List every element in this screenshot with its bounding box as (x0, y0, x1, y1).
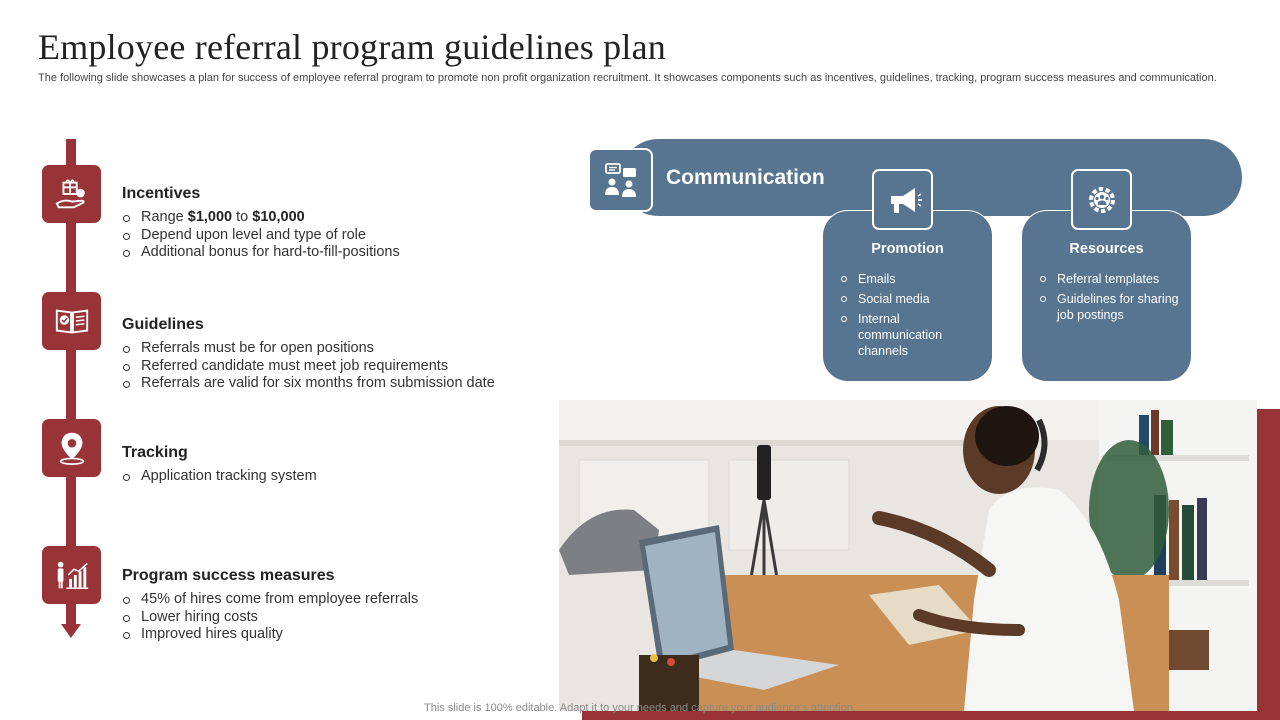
list-item: 45% of hires come from employee referrals (122, 591, 542, 609)
open-book-check-icon (53, 302, 91, 340)
promotion-heading: Promotion (871, 241, 944, 257)
gift-hand-icon (53, 175, 91, 213)
footer-note: This slide is 100% editable. Adapt it to your needs and capture your audience's attention. (424, 702, 856, 714)
list-item: Application tracking system (122, 468, 542, 486)
list-item: Range $1,000 to $10,000 (122, 209, 542, 227)
gear-people-icon (1082, 180, 1122, 220)
success-measures-section (122, 567, 542, 644)
incentives-section (122, 185, 542, 262)
incentives-heading: Incentives (122, 185, 201, 202)
guidelines-section (122, 316, 542, 393)
list-item: Referrals must be for open positions (122, 340, 542, 358)
list-item: Referral templates (1038, 271, 1181, 287)
team-chat-icon (601, 160, 641, 200)
incentives-step (42, 165, 101, 223)
location-pin-icon (53, 429, 91, 467)
tracking-section (122, 444, 542, 486)
guidelines-heading: Guidelines (122, 316, 204, 333)
list-item: Social media (839, 291, 982, 307)
success-measures-heading: Program success measures (122, 567, 335, 584)
list-item: Referred candidate must meet job requirements (122, 358, 542, 376)
workspace-photo (559, 400, 1257, 711)
list-item: Depend upon level and type of role (122, 227, 542, 245)
list-item: Additional bonus for hard-to-fill-positions (122, 244, 542, 262)
resources-icon-box (1071, 169, 1132, 230)
guidelines-step (42, 292, 101, 350)
megaphone-icon (883, 180, 923, 220)
communication-title: Communication (666, 166, 825, 189)
list-item: Lower hiring costs (122, 609, 542, 627)
resources-card (1021, 210, 1192, 382)
promotion-card (822, 210, 993, 382)
slide-subtitle: The following slide showcases a plan for success of employee referral program to promote non profit organization recruitment. It showcases components such as incentives, guidelines, tracking, program success measures and communication. (38, 72, 1217, 84)
promotion-icon-box (872, 169, 933, 230)
slide-title: Employee referral program guidelines plan (38, 27, 666, 67)
growth-chart-icon (53, 556, 91, 594)
resources-heading: Resources (1069, 241, 1144, 257)
tracking-step (42, 419, 101, 477)
list-item: Internal communication channels (839, 311, 982, 359)
list-item: Guidelines for sharing job postings (1038, 291, 1181, 323)
list-item: Emails (839, 271, 982, 287)
tracking-heading: Tracking (122, 444, 188, 461)
timeline-arrow-icon (61, 624, 81, 638)
success-measures-step (42, 546, 101, 604)
list-item: Referrals are valid for six months from submission date (122, 375, 542, 393)
communication-icon-box (588, 148, 653, 212)
list-item: Improved hires quality (122, 626, 542, 644)
